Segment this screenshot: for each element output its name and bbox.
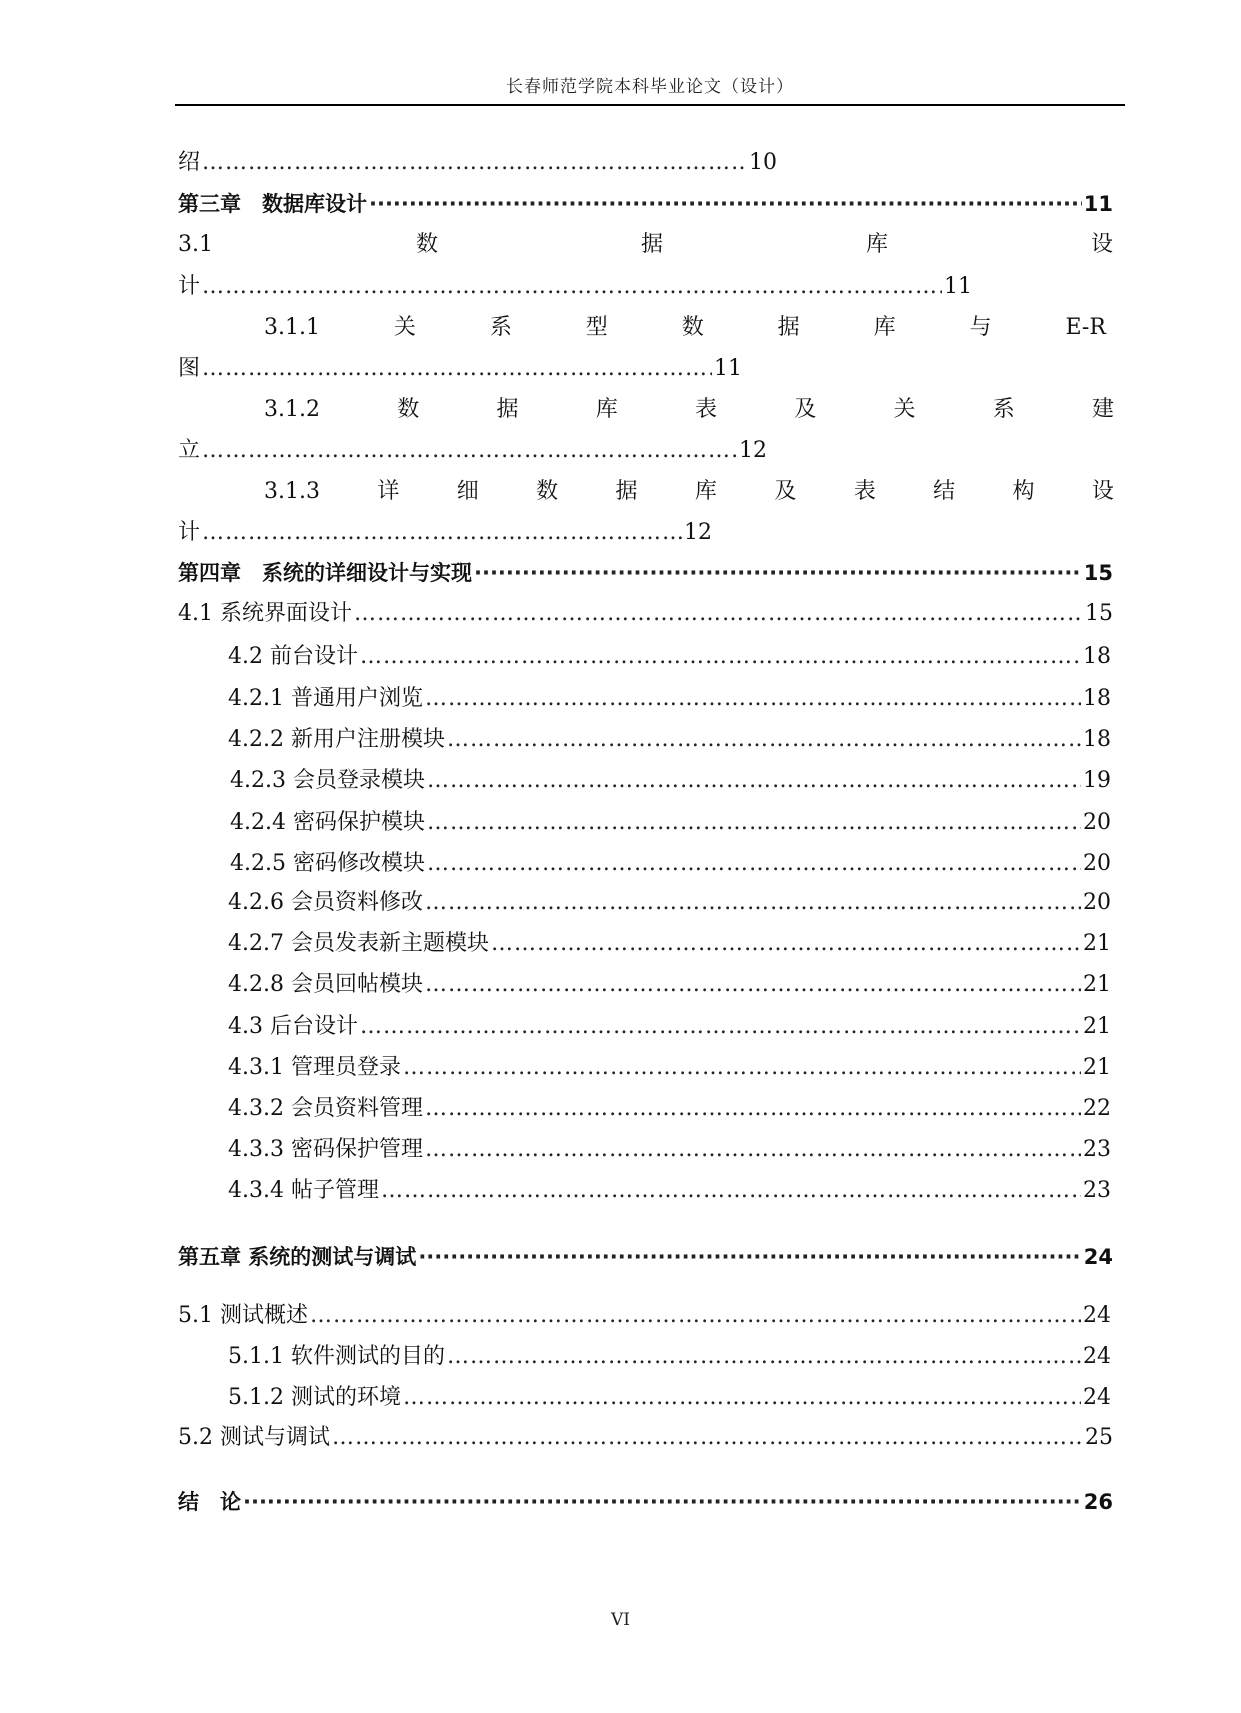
toc-dot-leader — [403, 1051, 1081, 1085]
toc-entry-text: 4.2.4 密码保护模块 — [230, 810, 425, 835]
toc-justified-char: 与 — [969, 315, 992, 340]
toc-page-number: 24 — [1083, 1344, 1111, 1369]
toc-dot-leader — [381, 1174, 1081, 1208]
toc-line — [228, 1133, 1111, 1167]
toc-page-number: 26 — [1083, 1490, 1113, 1514]
toc-justified-char: 表 — [694, 397, 717, 422]
toc-line — [178, 597, 1113, 631]
toc-entry-text: 4.2.7 会员发表新主题模块 — [228, 931, 489, 956]
toc-entry-text: 图 — [178, 356, 201, 381]
toc-line — [228, 1174, 1111, 1208]
toc-section-number: 3.1.1 — [264, 315, 320, 340]
toc-justified-char: 库 — [694, 479, 717, 504]
page-header: 长春师范学院本科毕业论文（设计） — [506, 77, 794, 97]
toc-page-number: 21 — [1083, 1055, 1111, 1080]
toc-dot-leader — [332, 1421, 1083, 1455]
toc-justified-char: 设 — [1090, 232, 1113, 257]
toc-page-number: 18 — [1083, 686, 1111, 711]
toc-line — [228, 1340, 1111, 1374]
toc-dot-leader — [425, 968, 1081, 1002]
toc-chapter-line — [178, 187, 1113, 221]
toc-justified-line — [264, 475, 1114, 509]
toc-dot-leader — [425, 682, 1081, 716]
toc-justified-char: 系 — [992, 397, 1015, 422]
toc-justified-char: 关 — [393, 315, 416, 340]
toc-line — [228, 886, 1111, 920]
toc-page-number: 24 — [1083, 1303, 1111, 1328]
toc-justified-char: 库 — [595, 397, 618, 422]
toc-justified-char: 系 — [489, 315, 512, 340]
toc-page-number: 25 — [1085, 1425, 1113, 1450]
toc-entry-text: 绍 — [178, 150, 201, 175]
toc-entry-text: 5.1.1 软件测试的目的 — [228, 1344, 445, 1369]
toc-justified-char: 数 — [415, 232, 438, 257]
toc-justified-char: 库 — [873, 315, 896, 340]
toc-entry-text: 4.1 系统界面设计 — [178, 601, 352, 626]
toc-line — [178, 146, 778, 180]
toc-entry-text: 4.2.1 普通用户浏览 — [228, 686, 423, 711]
toc-justified-char: 库 — [865, 232, 888, 257]
toc-line — [178, 434, 778, 468]
toc-justified-char: 关 — [893, 397, 916, 422]
toc-section-number: 3.1.3 — [264, 479, 320, 504]
toc-dot-leader — [491, 927, 1081, 961]
toc-justified-char: 型 — [585, 315, 608, 340]
toc-dot-leader — [202, 270, 942, 304]
toc-entry-text: 4.3 后台设计 — [228, 1014, 358, 1039]
toc-justified-line — [264, 393, 1114, 427]
toc-chapter-title: 第三章 数据库设计 — [178, 192, 367, 216]
toc-justified-char: 数 — [681, 315, 704, 340]
toc-dot-leader — [310, 1299, 1081, 1333]
toc-dot-leader — [369, 187, 1082, 221]
toc-page-number: 15 — [1083, 561, 1113, 585]
toc-chapter-title: 第四章 系统的详细设计与实现 — [178, 561, 472, 585]
toc-line — [178, 270, 978, 304]
toc-dot-leader — [425, 1133, 1081, 1167]
toc-chapter-line — [178, 556, 1113, 590]
toc-dot-leader — [403, 1381, 1081, 1415]
toc-dot-leader — [425, 886, 1081, 920]
toc-justified-char: 数 — [397, 397, 420, 422]
toc-entry-text: 4.3.2 会员资料管理 — [228, 1096, 423, 1121]
toc-justified-char: 详 — [377, 479, 400, 504]
toc-dot-leader — [447, 723, 1081, 757]
toc-entry-text: 4.2 前台设计 — [228, 644, 358, 669]
toc-dot-leader — [474, 556, 1082, 590]
toc-entry-text: 4.2.8 会员回帖模块 — [228, 972, 423, 997]
toc-entry-text: 4.2.3 会员登录模块 — [230, 768, 425, 793]
toc-page-number: 20 — [1083, 851, 1111, 876]
toc-page-number: 23 — [1083, 1178, 1111, 1203]
toc-dot-leader — [360, 640, 1081, 674]
toc-justified-char: 及 — [794, 397, 817, 422]
toc-dot-leader — [447, 1340, 1081, 1374]
toc-entry-text: 5.1.2 测试的环境 — [228, 1385, 401, 1410]
toc-entry-text: 计 — [178, 520, 201, 545]
toc-page-number: 18 — [1083, 644, 1111, 669]
toc-line — [178, 1421, 1113, 1455]
toc-justified-char: 设 — [1091, 479, 1114, 504]
toc-dot-leader — [425, 1092, 1081, 1126]
toc-justified-char: 据 — [640, 232, 663, 257]
toc-page-number: 11 — [714, 356, 743, 381]
toc-line — [178, 1299, 1111, 1333]
toc-line — [230, 764, 1111, 798]
toc-page-number: 21 — [1083, 972, 1111, 997]
toc-justified-char: 表 — [853, 479, 876, 504]
toc-line — [178, 352, 758, 386]
toc-section-number: 3.1.2 — [264, 397, 320, 422]
toc-justified-char: 据 — [615, 479, 638, 504]
toc-entry-text: 4.2.2 新用户注册模块 — [228, 727, 445, 752]
toc-dot-leader — [427, 764, 1081, 798]
toc-line — [230, 847, 1111, 881]
toc-page-number: 12 — [739, 438, 768, 463]
page-number: VI — [611, 1610, 630, 1630]
toc-page-number: 11 — [1083, 192, 1113, 216]
toc-page-number: 22 — [1083, 1096, 1111, 1121]
toc-chapter-line — [178, 1485, 1113, 1519]
toc-line — [228, 968, 1111, 1002]
toc-line — [228, 723, 1111, 757]
toc-page-number: 24 — [1083, 1385, 1111, 1410]
toc-page-number: 21 — [1083, 1014, 1111, 1039]
toc-entry-text: 立 — [178, 438, 201, 463]
toc-page-number: 19 — [1083, 768, 1111, 793]
toc-line — [230, 806, 1111, 840]
toc-chapter-title: 第五章 系统的测试与调试 — [178, 1245, 417, 1269]
toc-dot-leader — [427, 806, 1081, 840]
toc-justified-char: 据 — [777, 315, 800, 340]
toc-section-number: 3.1 — [178, 232, 213, 257]
toc-line — [228, 640, 1111, 674]
toc-justified-char: E-R — [1065, 315, 1106, 340]
toc-page-number: 20 — [1083, 890, 1111, 915]
toc-dot-leader — [243, 1485, 1082, 1519]
toc-line — [228, 1010, 1111, 1044]
toc-justified-char: 细 — [456, 479, 479, 504]
toc-dot-leader — [427, 847, 1081, 881]
toc-entry-text: 5.2 测试与调试 — [178, 1425, 330, 1450]
toc-chapter-title: 结 论 — [178, 1490, 241, 1514]
toc-entry-text: 4.2.6 会员资料修改 — [228, 890, 423, 915]
toc-dot-leader — [202, 352, 712, 386]
toc-dot-leader — [418, 1240, 1081, 1274]
toc-justified-char: 及 — [774, 479, 797, 504]
toc-entry-text: 5.1 测试概述 — [178, 1303, 308, 1328]
toc-justified-char: 据 — [496, 397, 519, 422]
toc-justified-char: 建 — [1091, 397, 1114, 422]
toc-dot-leader — [354, 597, 1083, 631]
toc-page-number: 23 — [1083, 1137, 1111, 1162]
toc-justified-line — [264, 311, 1106, 345]
toc-entry-text: 计 — [178, 274, 201, 299]
toc-line — [228, 927, 1111, 961]
toc-page-number: 12 — [684, 520, 713, 545]
toc-dot-leader — [202, 516, 682, 550]
toc-page-number: 15 — [1085, 601, 1113, 626]
toc-entry-text: 4.3.3 密码保护管理 — [228, 1137, 423, 1162]
toc-page-number: 24 — [1083, 1245, 1113, 1269]
toc-dot-leader — [202, 434, 737, 468]
toc-justified-char: 数 — [536, 479, 559, 504]
toc-entry-text: 4.2.5 密码修改模块 — [230, 851, 425, 876]
toc-line — [228, 1092, 1111, 1126]
toc-entry-text: 4.3.4 帖子管理 — [228, 1178, 379, 1203]
toc-justified-char: 结 — [933, 479, 956, 504]
toc-line — [228, 1051, 1111, 1085]
toc-line — [228, 682, 1111, 716]
toc-page-number: 10 — [749, 150, 778, 175]
toc-justified-line — [178, 228, 1113, 262]
toc-line — [228, 1381, 1111, 1415]
toc-page-number: 18 — [1083, 727, 1111, 752]
toc-line — [178, 516, 728, 550]
toc-justified-char: 构 — [1012, 479, 1035, 504]
toc-dot-leader — [360, 1010, 1081, 1044]
toc-page-number: 21 — [1083, 931, 1111, 956]
toc-dot-leader — [202, 146, 747, 180]
toc-chapter-line — [178, 1240, 1113, 1274]
toc-page-number: 11 — [944, 274, 973, 299]
toc-entry-text: 4.3.1 管理员登录 — [228, 1055, 401, 1080]
toc-page-number: 20 — [1083, 810, 1111, 835]
